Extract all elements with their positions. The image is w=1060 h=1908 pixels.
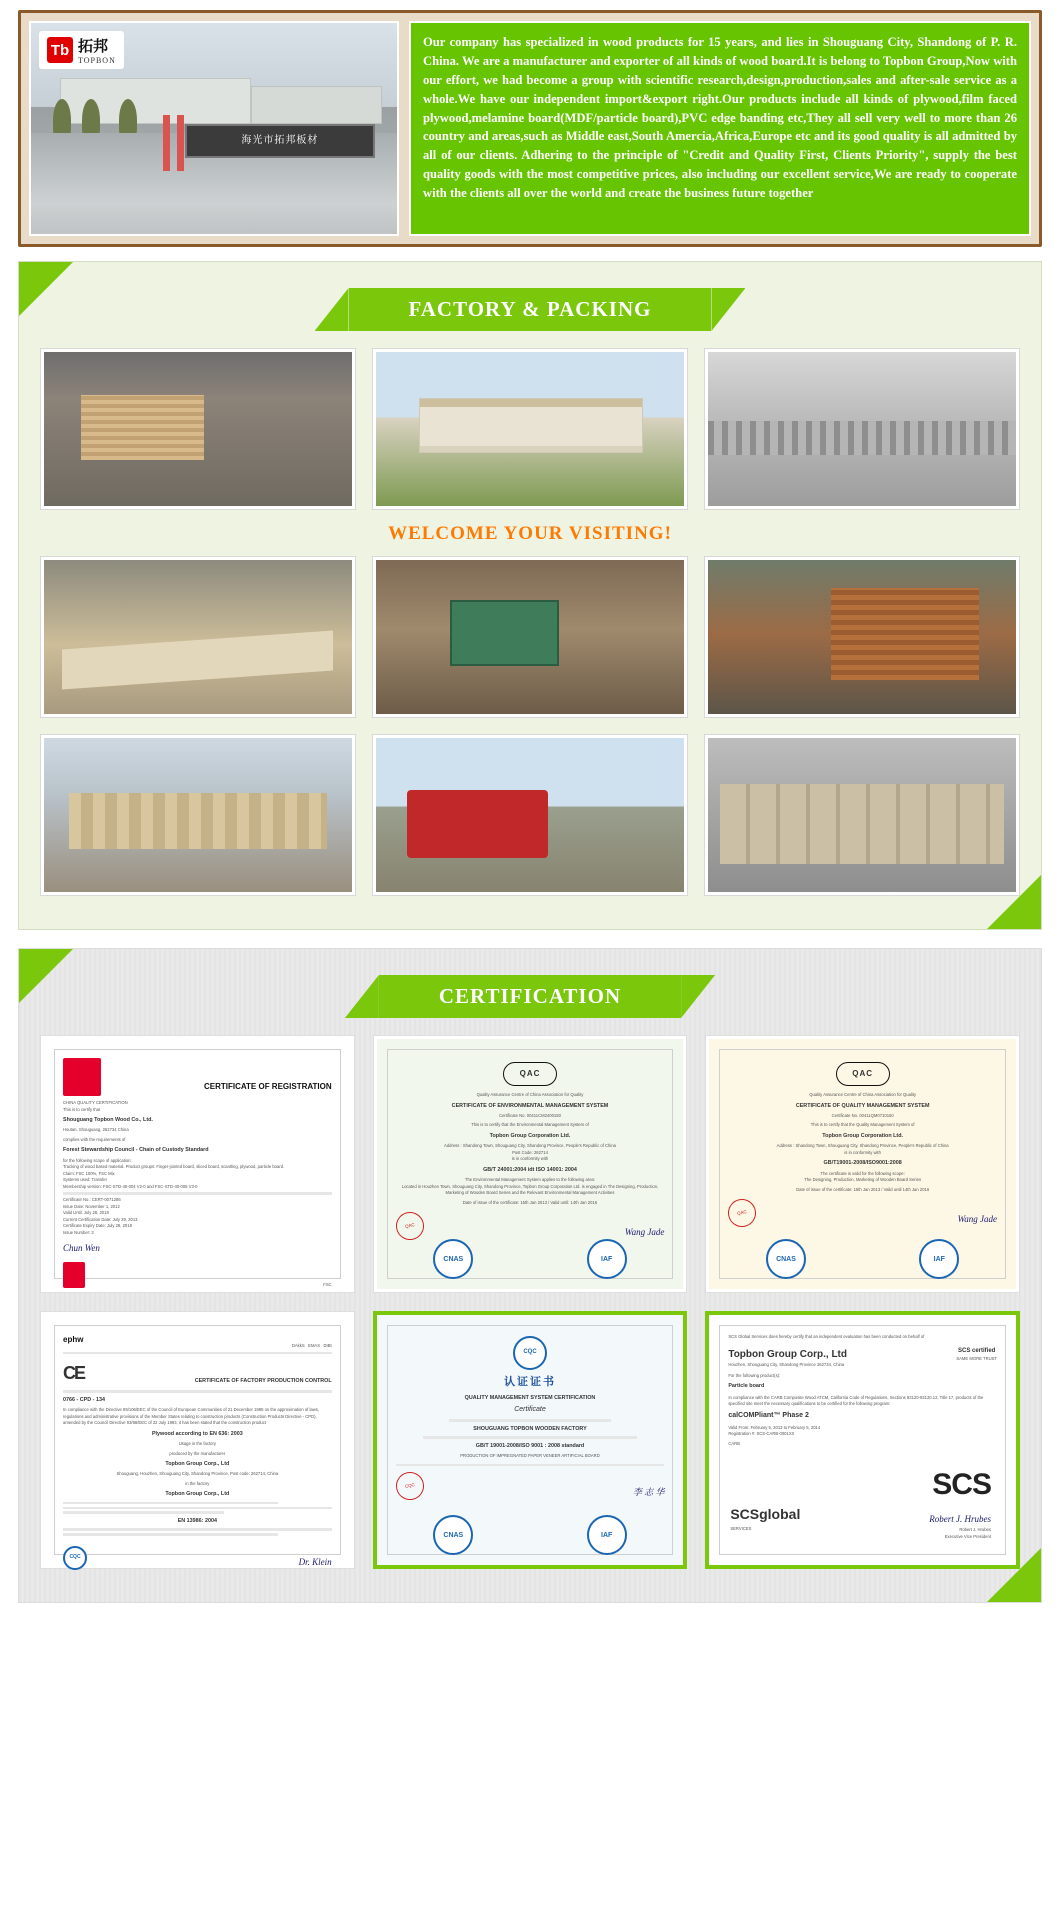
red-seal-icon: QAC [393,1210,426,1243]
cert-plant-label: in the factory [185,1480,210,1486]
photo-gate-post [163,115,170,171]
accreditation-badges [377,1239,684,1279]
photo-machinery [373,557,687,717]
gate-sign [185,124,375,158]
cert-product: Particle board [728,1383,765,1390]
cert-iso9001-qac [706,1036,1019,1292]
cert-accreditation-marks: DAkkS EMAS DIBt [291,1342,332,1348]
cert-line1: In compliance with the Directive 89/106/EEC of the Council of European Communities of 21 December 1988 on the approximation of laws, regulations and administrative provisions of the Member States relating to construction products (Construction Products Directive - CPD), amended by the Council Directive 93/68/EEC of 22 July 1993, it has been stated that the construction product [63,1407,320,1426]
cert-signature: Chun Wen [63,1243,100,1254]
cert-address: Houtan, Shouguang, 262734 China [63,1127,129,1133]
photo-container-loading [41,735,355,895]
cert-dates: Date of issue of the certificate: 15th Jan 2013 / Valid until 14th Jan 2016 [796,1186,930,1192]
cert-signature: 李 志 华 [632,1487,665,1498]
cert-made-by: produced by the manufacturer [169,1450,226,1456]
cert-top: Quality Assurance Centre of China Association for Quality [476,1092,584,1097]
factory-packing-section [18,261,1042,930]
cqc-logo-icon: CQC [513,1336,547,1370]
cert-standard: GB/T 24001:2004 idt ISO 14001: 2004 [483,1166,577,1173]
cert-signature-name: Robert J. Hrubes [959,1527,991,1532]
cert-signature: Dr. Klein [298,1556,332,1567]
cert-title: CERTIFICATE OF FACTORY PRODUCTION CONTROL [194,1377,332,1384]
cert-company: SHOUGUANG TOPBON WOODEN FACTORY [473,1425,587,1432]
cert-title: CERTIFICATE OF QUALITY MANAGEMENT SYSTEM [795,1102,930,1109]
cqc-logo-icon [63,1058,101,1096]
cert-word: Certificate [514,1406,546,1414]
ce-mark-icon: CE [63,1363,85,1384]
photo-hot-press [705,557,1019,717]
cert-field-1: Issue Date: November 1, 2012 [63,1203,120,1209]
cert-address: Houzhen, Shouguang City, Shandong Province 262734, China [728,1362,845,1368]
cert-footer: FSC [323,1281,332,1287]
cert-regno: Registration #: SCS-CARB-0001XX [728,1431,795,1437]
cert-membership: Membership version: FSC-STD-40-004 V2-0 and FSC-STD-40-005 V3-0 [63,1183,198,1189]
cert-usage: Usage in the factory [178,1441,216,1447]
cert-standard: GB/T 19001-2008/ISO 9001 : 2008 standard [475,1442,585,1449]
certificate-grid [41,1036,1019,1568]
cert-scope: Located in Houzhen Town, Shouguang City, Shandong Province, Topbon Group Corporation Ltd. is engaged in The Designing, Production, Marketing of Wooden Board Series and the Relevant Environmental Management Activities [401,1183,659,1196]
cert-product: Plywood according to EN 636: 2003 [151,1430,243,1437]
cert-claim: Claim: FSC 100%, FSC Mix [63,1170,115,1176]
cert-signature: Robert J. Hrubes [929,1514,991,1525]
factory-banner: FACTORY & PACKING [349,288,712,331]
cert-scope-label: The certificate is valid for the following scope: [820,1170,905,1176]
certification-banner: CERTIFICATION [379,975,681,1018]
photo-warehouse-packing [705,735,1019,895]
cert-line1: This is to certify that the Environmental Management System of [471,1122,589,1128]
cnas-badge-icon: CNAS [433,1515,473,1555]
iaf-badge-icon: IAF [919,1239,959,1279]
cert-company: Shouguang Topbon Wood Co., Ltd. [63,1117,153,1123]
cert-program: calCOMPliant™ Phase 2 [728,1411,809,1419]
cert-scope-label: The Environmental Management System applies to the following area: [464,1177,596,1183]
cert-signature: Wang Jade [957,1214,997,1225]
red-seal-icon: QAC [726,1197,759,1230]
cert-address: Shouguang, Houzhen, Shouguang City, Shandong Province, Post code: 262714, China [116,1471,279,1477]
cert-scs-carb-phase2 [706,1312,1019,1568]
cert-number: Certificate No. 00411CM2400150 [499,1112,561,1118]
cert-conform: is in conformity with [844,1149,881,1155]
photo-production-line [705,349,1019,509]
factory-photo-grid-row3 [41,735,1019,895]
cert-compliance: In compliance with the CARB Composite Wood ATCM, California Code of Regulations, Sections 93120-93120.12, Title 17, products of the specified site meet the necessary qualifications to be certified for the following program: [728,1394,984,1407]
logo-english-name: TOPBON [78,56,116,65]
gate-sign-text: 海光市拓邦板材 [241,135,319,147]
accreditation-badges [377,1515,684,1555]
cert-org: CHINA QUALITY CERTIFICATION [63,1100,128,1105]
photo-press-loading [41,349,355,509]
cert-postcode: Post Code: 262714 [512,1149,548,1155]
cert-scope-label: for the following scope of application: [63,1157,132,1163]
company-intro-text: Our company has specialized in wood products for 15 years, and lies in Shouguang City, Shandong of P. R. China. We are a manufacturer and exporter of all kinds of wood board.It is belong to Topbon Group,Now with our effort, we had become a group with scientific research,design,production,sales and after-sale service as a whole.We have our independent import&export right.Our products include all kinds of plywood,film faced plywood,melamine board(MDF/particle board),PVC edge banding etc,They all sell very well to more than 26 country and areas,such as Middle east,South Amercia,Africa,Europe etc and its good quality is all admitted by all of our clients. Adhering to the principle of "Credit and Quality First, Clients Priority", supply the best quality goods with the most competitive prices, also including our excellent service,We are ready to cooperate with the clients all over the world and create the business future together [409,21,1031,236]
cqc-badge-icon: CQC [63,1546,87,1570]
certification-section [18,948,1042,1603]
logo-chinese-name: 拓邦 [78,39,109,55]
cert-title: CERTIFICATE OF REGISTRATION [203,1081,332,1091]
cert-number: 0766 - CPD - 134 [63,1396,105,1403]
cert-iso14001-qac [374,1036,687,1292]
fsc-logo-icon [63,1262,85,1288]
cert-cqc-quality-management [374,1312,687,1568]
qac-logo-icon: QAC [503,1062,557,1086]
cert-valid: Valid From: February 5, 2013 to February 5, 2014 [728,1424,821,1430]
cert-system: Systems used: Transfer [63,1177,107,1183]
company-intro-section [18,10,1042,247]
cert-conform: is in conformity with [511,1156,549,1162]
cert-title-cn: 认证证书 [503,1376,556,1388]
welcome-text: WELCOME YOUR VISITING! [388,523,672,544]
photo-factory-building [373,349,687,509]
cert-scope-title: complies with the requirements of [63,1136,126,1142]
factory-gate-photo [29,21,399,236]
ephw-logo-icon: ephw [63,1335,84,1344]
cert-number: Certificate No. 00411QM0710150 [831,1112,894,1118]
cert-field-3: Current Certification Date: July 29, 2013 [63,1216,138,1222]
cnas-badge-icon: CNAS [433,1239,473,1279]
cert-address: Address : Shandong Town, Shouguang City, Shandong Province, People's Republic of China [444,1143,616,1149]
cert-line1: This is to certify that [63,1106,101,1112]
scs-brand: SCSglobal [730,1505,801,1522]
cnas-badge-icon: CNAS [766,1239,806,1279]
scs-certified-mark-icon: SCS certified [957,1347,996,1354]
cert-company: Topbon Group Corporation Ltd. [822,1132,904,1139]
cert-issuer-line: SCS Global Services does hereby certify that an independent evaluation has been conducted on behalf of [728,1334,925,1339]
cert-signature: Wang Jade [624,1227,665,1238]
cert-title: QUALITY MANAGEMENT SYSTEM CERTIFICATION [464,1395,596,1402]
cert-scope: PRODUCTION OF IMPREGNATED PAPER VENEER ARTIFICIAL BOARD [460,1453,600,1459]
iaf-badge-icon: IAF [587,1239,627,1279]
cert-standard: EN 13986: 2004 [177,1518,217,1524]
cert-company: Topbon Group Corporation Ltd. [489,1132,571,1139]
scs-watermark: SCS [932,1467,991,1501]
accreditation-badges [709,1239,1016,1279]
cert-fsc-registration [41,1036,354,1292]
cert-ce-factory-production-control [41,1312,354,1568]
scs-brand-sub: SERVICES [730,1525,752,1531]
logo-mark-icon: Tb [47,37,73,63]
qac-logo-icon: QAC [836,1062,890,1086]
cert-standard: GB/T19001-2008/ISO9001:2008 [823,1160,902,1167]
certification-banner-wrap [41,975,1019,1018]
iaf-badge-icon: IAF [587,1515,627,1555]
cert-scope: The Designing, Production, Marketing of Wooden Board Series [804,1177,922,1183]
cert-top: Quality Assurance Centre of China Association for Quality [809,1092,917,1097]
red-seal-icon: CQC [393,1470,426,1503]
cert-field-5: Issue Number: 3 [63,1229,94,1235]
factory-photo-grid-row1 [41,349,1019,509]
photo-truck-delivery [373,735,687,895]
company-logo [39,31,124,69]
cert-standard: Forest Stewardship Council - Chain of Custody Standard [63,1147,209,1154]
cert-address: Address : Shandong Town, Shouguang City, Shandong Province, People's Republic of China [776,1143,949,1149]
cert-field-4: Certificate Expiry Date: July 28, 2018 [63,1223,132,1229]
factory-photo-grid-row2 [41,557,1019,717]
cert-company: Topbon Group Corp., Ltd [728,1348,847,1360]
cert-scope: Tracking of wood based material. Product groups: Finger-jointed board, sliced board, scantling, plywood, particle board. [63,1164,285,1170]
scs-certified-mark-sub: SAME MORE TRUST [956,1355,997,1361]
brochure-page [0,10,1060,1641]
cert-forthe: For the following product(s): [728,1372,781,1378]
cert-title: CERTIFICATE OF ENVIRONMENTAL MANAGEMENT SYSTEM [451,1102,609,1109]
cert-dates: Date of issue of the certificate: 15th Jan 2013 / Valid until: 14th Jan 2016 [462,1199,598,1205]
photo-building-right [251,86,383,124]
factory-banner-wrap [41,288,1019,331]
cert-plant: Topbon Group Corp., Ltd [165,1491,230,1498]
cert-signature-title: Executive Vice President [944,1533,991,1539]
cert-label: CARB [728,1440,740,1446]
cert-company: Topbon Group Corp., Ltd [165,1461,230,1468]
cert-field-0: Certificate No.: CERT-0071286 [63,1197,121,1203]
photo-board-sanding [41,557,355,717]
cert-line1: This is to certify that the Quality Management System of [810,1122,915,1128]
cert-field-2: Valid Until: July 28, 2018 [63,1210,109,1216]
photo-gate-post [177,115,184,171]
